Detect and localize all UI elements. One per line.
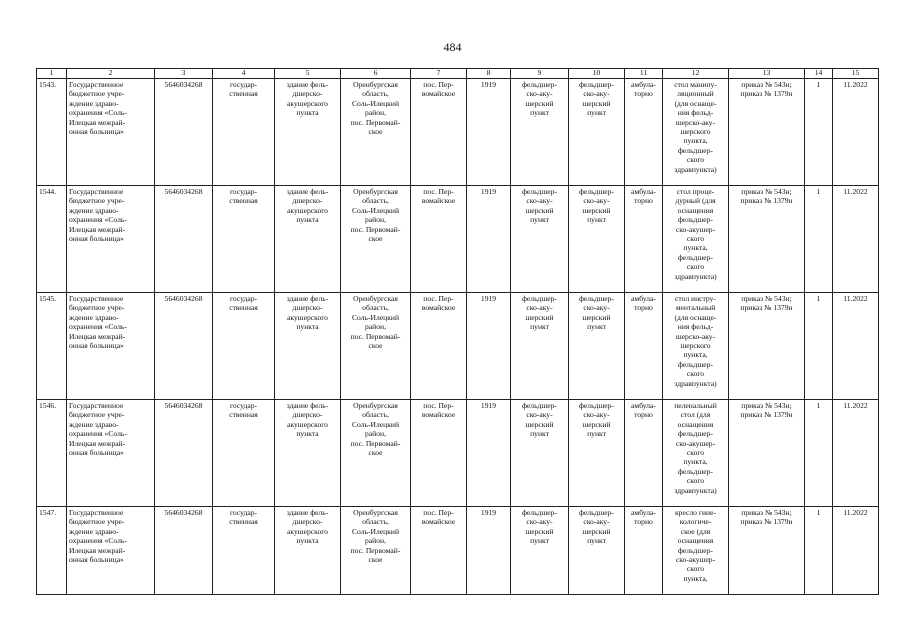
year-cell: 1919 [467,186,511,293]
header-row [37,69,879,79]
care-cell: амбула- торно [625,79,663,186]
column-header: 2 [67,69,155,79]
organization-cell: Государственное бюджетное учре- ждение здраво- охранения «Соль- Илецкая межрай- онная больница» [67,79,155,186]
column-header: 8 [467,69,511,79]
column-header: 9 [511,69,569,79]
address-cell: Оренбургская область, Соль-Илецкий район, пос. Первомай- ское [341,186,411,293]
date-cell: 11.2022 [833,400,879,507]
order-cell: приказ № 543н; приказ № 1379н [729,186,805,293]
table-row [37,79,879,186]
subdivision-cell: фельдшер- ско-аку- шерский пункт [569,507,625,595]
year-cell: 1919 [467,400,511,507]
ownership-cell: государ- ственная [213,293,275,400]
organization-cell: Государственное бюджетное учре- ждение здраво- охранения «Соль- Илецкая межрай- онная больница» [67,507,155,595]
row-number: 1545. [37,293,67,400]
table-row [37,293,879,400]
organization-cell: Государственное бюджетное учре- ждение здраво- охранения «Соль- Илецкая межрай- онная больница» [67,293,155,400]
inn-cell: 5646034268 [155,293,213,400]
locality-cell: пос. Пер- вомайское [411,293,467,400]
equipment-cell: кресло гине- кологиче- ское (для оснащения фельдшер- ско-акушер- ского пункта, [663,507,729,595]
column-header: 3 [155,69,213,79]
order-cell: приказ № 543н; приказ № 1379н [729,79,805,186]
year-cell: 1919 [467,507,511,595]
table-row [37,186,879,293]
date-cell: 11.2022 [833,507,879,595]
care-cell: амбула- торно [625,293,663,400]
inn-cell: 5646034268 [155,400,213,507]
equipment-cell: стол инстру- ментальный (для оснаще- ния фельд- шерско-аку- шерского пункта, фельдшер- ского здравпункта) [663,293,729,400]
organization-cell: Государственное бюджетное учре- ждение здраво- охранения «Соль- Илецкая межрай- онная больница» [67,186,155,293]
date-cell: 11.2022 [833,293,879,400]
subdivision-cell: фельдшер- ско-аку- шерский пункт [569,79,625,186]
column-header: 5 [275,69,341,79]
address-cell: Оренбургская область, Соль-Илецкий район, пос. Первомай- ское [341,293,411,400]
equipment-cell: пеленальный стол (для оснащения фельдшер- ско-акушер- ского пункта, фельдшер- ского здравпункта) [663,400,729,507]
row-number: 1546. [37,400,67,507]
inn-cell: 5646034268 [155,79,213,186]
column-header: 11 [625,69,663,79]
equipment-cell: стол проце- дурный (для оснащения фельдшер- ско-акушер- ского пункта, фельдшер- ского здравпункта) [663,186,729,293]
locality-cell: пос. Пер- вомайское [411,79,467,186]
address-cell: Оренбургская область, Соль-Илецкий район, пос. Первомай- ское [341,400,411,507]
column-header: 10 [569,69,625,79]
register-table [36,68,879,595]
subdivision-cell: фельдшер- ско-аку- шерский пункт [569,293,625,400]
date-cell: 11.2022 [833,186,879,293]
row-number: 1544. [37,186,67,293]
ownership-cell: государ- ственная [213,79,275,186]
subdivision-cell: фельдшер- ско-аку- шерский пункт [569,186,625,293]
year-cell: 1919 [467,293,511,400]
quantity-cell: 1 [805,400,833,507]
table-body [37,79,879,595]
care-cell: амбула- торно [625,186,663,293]
type-cell: фельдшер- ско-аку- шерский пункт [511,507,569,595]
building-cell: здание фель- дшерско- акушерского пункта [275,79,341,186]
building-cell: здание фель- дшерско- акушерского пункта [275,186,341,293]
care-cell: амбула- торно [625,400,663,507]
locality-cell: пос. Пер- вомайское [411,400,467,507]
locality-cell: пос. Пер- вомайское [411,186,467,293]
table-row [37,507,879,595]
row-number: 1543. [37,79,67,186]
care-cell: амбула- торно [625,507,663,595]
date-cell: 11.2022 [833,79,879,186]
ownership-cell: государ- ственная [213,507,275,595]
ownership-cell: государ- ственная [213,186,275,293]
year-cell: 1919 [467,79,511,186]
building-cell: здание фель- дшерско- акушерского пункта [275,293,341,400]
locality-cell: пос. Пер- вомайское [411,507,467,595]
address-cell: Оренбургская область, Соль-Илецкий район, пос. Первомай- ское [341,79,411,186]
type-cell: фельдшер- ско-аку- шерский пункт [511,186,569,293]
ownership-cell: государ- ственная [213,400,275,507]
order-cell: приказ № 543н; приказ № 1379н [729,400,805,507]
row-number: 1547. [37,507,67,595]
building-cell: здание фель- дшерско- акушерского пункта [275,507,341,595]
table-row [37,400,879,507]
order-cell: приказ № 543н; приказ № 1379н [729,293,805,400]
column-header: 13 [729,69,805,79]
column-header: 4 [213,69,275,79]
organization-cell: Государственное бюджетное учре- ждение здраво- охранения «Соль- Илецкая межрай- онная больница» [67,400,155,507]
equipment-cell: стол манипу- ляционный (для оснаще- ния фельд- шерско-аку- шерского пункта, фельдшер- ского здравпункта) [663,79,729,186]
quantity-cell: 1 [805,507,833,595]
column-header: 14 [805,69,833,79]
column-header: 12 [663,69,729,79]
column-header: 6 [341,69,411,79]
quantity-cell: 1 [805,186,833,293]
column-header: 1 [37,69,67,79]
inn-cell: 5646034268 [155,507,213,595]
column-header: 7 [411,69,467,79]
page-number: 484 [443,40,462,54]
type-cell: фельдшер- ско-аку- шерский пункт [511,79,569,186]
inn-cell: 5646034268 [155,186,213,293]
column-header: 15 [833,69,879,79]
type-cell: фельдшер- ско-аку- шерский пункт [511,293,569,400]
order-cell: приказ № 543н; приказ № 1379н [729,507,805,595]
address-cell: Оренбургская область, Соль-Илецкий район, пос. Первомай- ское [341,507,411,595]
type-cell: фельдшер- ско-аку- шерский пункт [511,400,569,507]
subdivision-cell: фельдшер- ско-аку- шерский пункт [569,400,625,507]
building-cell: здание фель- дшерско- акушерского пункта [275,400,341,507]
quantity-cell: 1 [805,79,833,186]
quantity-cell: 1 [805,293,833,400]
